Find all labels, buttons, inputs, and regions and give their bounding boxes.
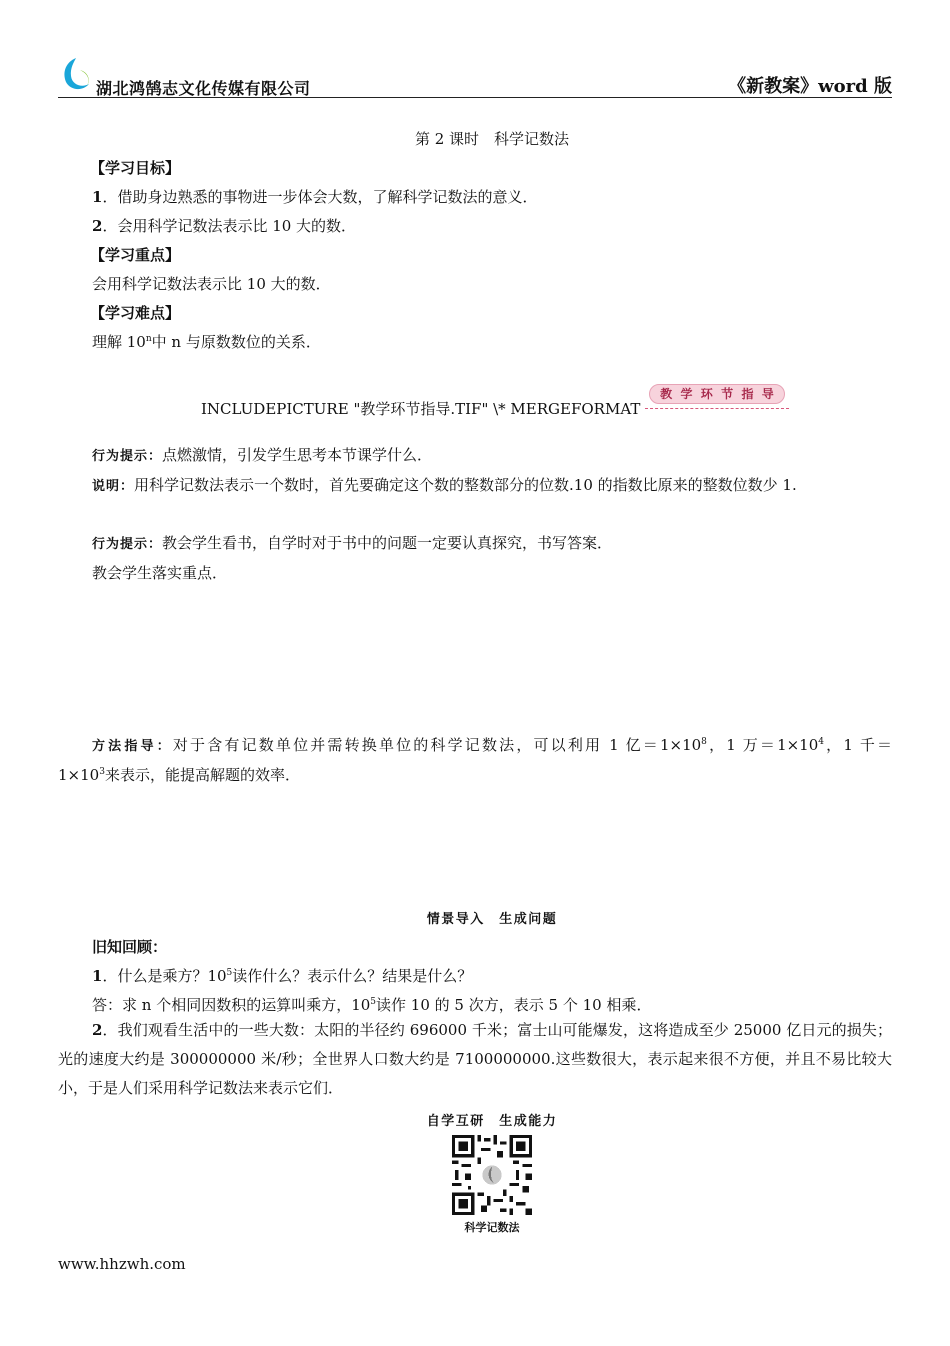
teaching-guide-badge bbox=[645, 384, 789, 410]
question-number: 1 bbox=[92, 967, 103, 985]
badge-char: 教 bbox=[660, 387, 673, 401]
objective-text: ．会用科学记数法表示比 10 大的数． bbox=[102, 217, 357, 235]
swirl-logo-icon bbox=[58, 56, 94, 94]
difficulty-text-pre: 理解 10 bbox=[92, 333, 146, 351]
review-heading: 旧知回顾： bbox=[92, 938, 168, 956]
review-question-2 bbox=[58, 1016, 892, 1103]
method-text: 1×10 bbox=[58, 766, 100, 784]
badge-char: 节 bbox=[721, 387, 734, 401]
qr-caption: 科学记数法 bbox=[464, 1221, 520, 1234]
hint-2 bbox=[92, 532, 612, 553]
explanation bbox=[92, 474, 797, 495]
header-divider bbox=[58, 97, 892, 98]
hint-label: 行为提示： bbox=[92, 537, 163, 552]
self-study-heading: 自学互研 生成能力 bbox=[426, 1114, 558, 1129]
explanation-text: 用科学记数法表示一个数时，首先要确定这个数的整数部分的位数.10 的指数比原来的整数位数少 1. bbox=[134, 476, 797, 494]
badge-pill bbox=[649, 384, 785, 404]
question-text: ．什么是乘方？10 bbox=[102, 967, 227, 985]
method-exponent: 3 bbox=[99, 767, 105, 777]
question-text: 读作什么？表示什么？结果是什么？ bbox=[232, 967, 473, 985]
difficulty-text bbox=[92, 331, 321, 352]
method-text: ，1 万＝1×10 bbox=[706, 736, 819, 754]
method-exponent: 4 bbox=[818, 737, 824, 747]
method-text: 对于含有记数单位并需转换单位的科学记数法，可以利用 1 亿＝1×10 bbox=[172, 736, 702, 754]
question-text: ．我们观看生活中的一些大数：太阳的半径约 696000 千米；富士山可能爆发，这将造成至少 25000 亿日元的损失；光的速度大约是 300000000 米/秒；全世界人口数大约是 7100000000.这些数很大，表示起来很不方便，并且不易比较大小，于是人们采用科学记数法来表示它们． bbox=[58, 1021, 892, 1097]
badge-underline bbox=[645, 408, 789, 409]
hint-1 bbox=[92, 444, 432, 465]
key-point-heading: 【学习重点】 bbox=[90, 246, 181, 264]
objective-item-1 bbox=[92, 186, 537, 207]
method-label: 方法指导： bbox=[92, 739, 173, 754]
hint-label: 行为提示： bbox=[92, 449, 163, 464]
badge-char: 环 bbox=[700, 387, 713, 401]
review-question-1 bbox=[92, 965, 472, 986]
answer-text: 答：求 n 个相同因数积的运算叫乘方，10 bbox=[92, 996, 371, 1014]
scene-heading: 情景导入 生成问题 bbox=[426, 912, 558, 927]
objective-number: 2 bbox=[92, 217, 103, 235]
include-picture-field: INCLUDEPICTURE "教学环节指导.TIF" \* MERGEFORMAT bbox=[201, 400, 641, 418]
method-text: 来表示，能提高解题的效率． bbox=[104, 766, 300, 784]
edition-label: 《新教案》word 版 bbox=[728, 76, 892, 97]
difficulty-text-post: 中 n 与原数数位的关系． bbox=[151, 333, 321, 351]
review-answer-1 bbox=[92, 994, 651, 1015]
difficulty-heading: 【学习难点】 bbox=[90, 304, 181, 322]
explanation-label: 说明： bbox=[92, 479, 135, 494]
footer-url[interactable]: www.hhzwh.com bbox=[58, 1255, 186, 1273]
hint-text: 点燃激情，引发学生思考本节课学什么． bbox=[162, 446, 433, 464]
method-guide-line-1 bbox=[92, 734, 892, 755]
answer-text: 读作 10 的 5 次方，表示 5 个 10 相乘． bbox=[376, 996, 652, 1014]
answer-exponent: 5 bbox=[370, 997, 377, 1007]
badge-char: 指 bbox=[741, 387, 754, 401]
company-name: 湖北鸿鹄志文化传媒有限公司 bbox=[96, 79, 311, 98]
question-number: 2 bbox=[92, 1021, 103, 1039]
question-exponent: 5 bbox=[226, 968, 233, 978]
method-guide-line-2 bbox=[58, 764, 300, 785]
objectives-heading: 【学习目标】 bbox=[90, 159, 181, 177]
method-exponent: 8 bbox=[701, 737, 707, 747]
key-point-text: 会用科学记数法表示比 10 大的数． bbox=[92, 275, 331, 293]
badge-char: 学 bbox=[680, 387, 693, 401]
method-text: ，1 千＝ bbox=[824, 736, 893, 754]
objective-text: ．借助身边熟悉的事物进一步体会大数，了解科学记数法的意义． bbox=[102, 188, 538, 206]
lesson-title: 第 2 课时 科学记数法 bbox=[414, 130, 570, 148]
hint-text: 教会学生看书，自学时对于书中的问题一定要认真探究，书写答案． bbox=[162, 534, 613, 552]
hint-2-line-2: 教会学生落实重点． bbox=[92, 564, 228, 582]
objective-number: 1 bbox=[92, 188, 103, 206]
objective-item-2 bbox=[92, 215, 356, 236]
difficulty-exponent: n bbox=[145, 334, 152, 344]
badge-char: 导 bbox=[761, 387, 774, 401]
qr-code-icon bbox=[452, 1135, 532, 1215]
